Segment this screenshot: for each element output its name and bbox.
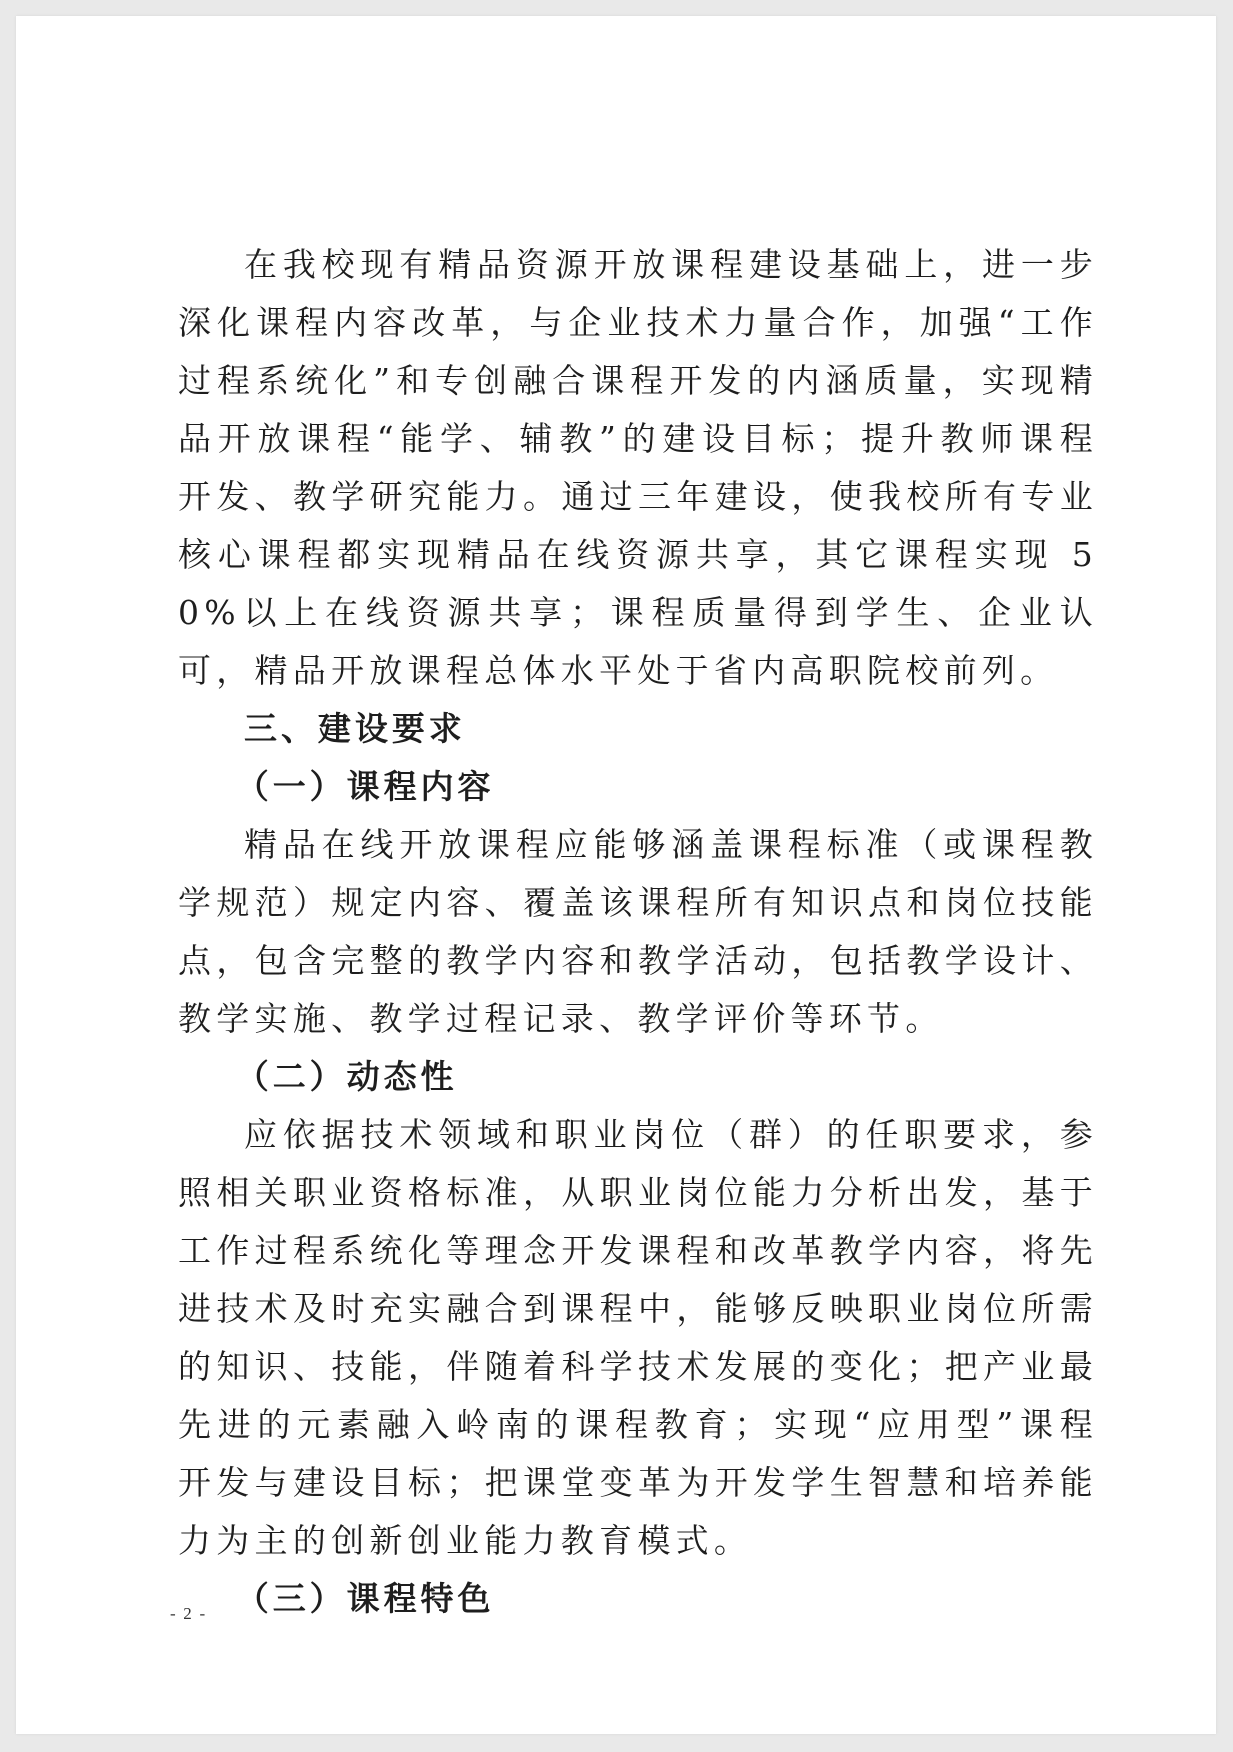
dynamics-paragraph: 应依据技术领域和职业岗位（群）的任职要求，参照相关职业资格标准，从职业岗位能力分析出发，基于工作过程系统化等理念开发课程和改革教学内容，将先进技术及时充实融合到课程中，能够反映职业岗位所需的知识、技能，伴随着科学技术发展的变化；把产业最先进的元素融入岭南的课程教育；实现“应用型”课程开发与建设目标；把课堂变革为开发学生智慧和培养能力为主的创新创业能力教育模式。 — [178, 1115, 1098, 1560]
section-heading-construction-requirements: 三、建设要求 — [244, 709, 466, 748]
course-content-paragraph: 精品在线开放课程应能够涵盖课程标准（或课程教学规范）规定内容、覆盖该课程所有知识点和岗位技能点，包含完整的教学内容和教学活动，包括教学设计、教学实施、教学过程记录、教学评价等环节。 — [178, 825, 1098, 1038]
subsection-heading-course-features: （三）课程特色 — [235, 1579, 495, 1618]
intro-paragraph: 在我校现有精品资源开放课程建设基础上，进一步深化课程内容改革，与企业技术力量合作，加强“工作过程系统化”和专创融合课程开发的内涵质量，实现精品开放课程“能学、辅教”的建设目标；提升教师课程开发、教学研究能力。通过三年建设，使我校所有专业核心课程都实现精品在线资源共享，其它课程实现 50%以上在线资源共享；课程质量得到学生、企业认可，精品开放课程总体水平处于省内高职院校前列。 — [178, 245, 1098, 690]
subsection-heading-course-content: （一）课程内容 — [235, 767, 495, 806]
document-body — [178, 236, 1098, 1628]
document-page — [16, 16, 1216, 1734]
page-number: - 2 - — [170, 1604, 207, 1623]
subsection-heading-dynamics: （二）动态性 — [235, 1057, 458, 1096]
